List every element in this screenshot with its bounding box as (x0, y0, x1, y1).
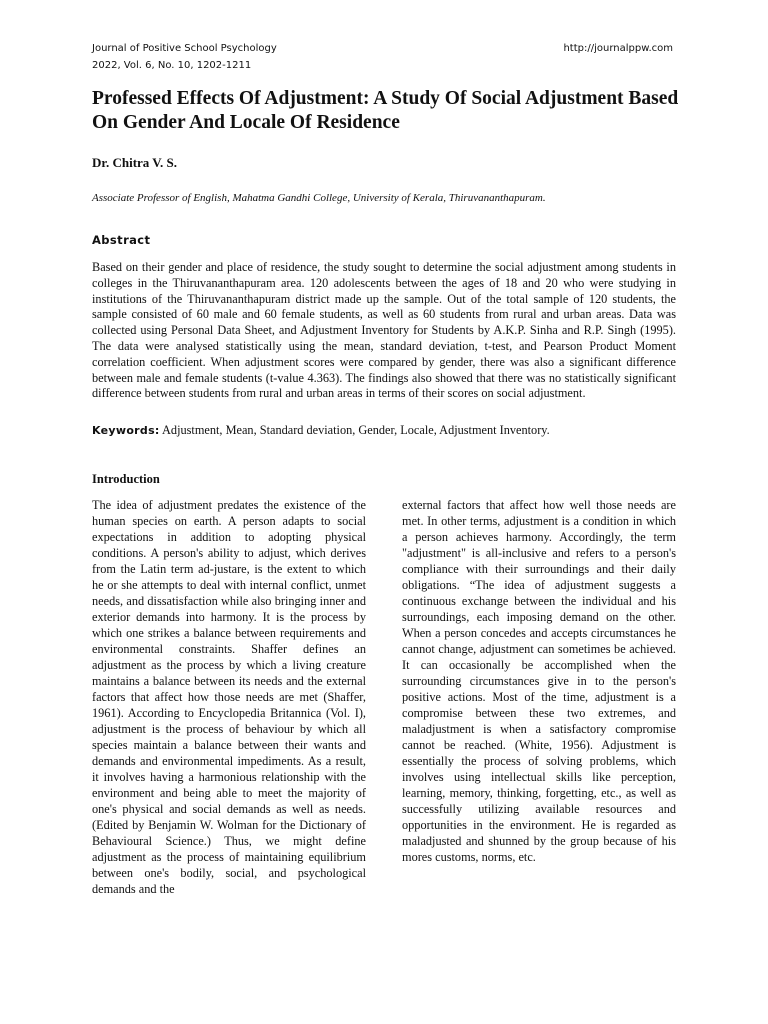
abstract-heading: Abstract (92, 233, 151, 247)
author-name: Dr. Chitra V. S. (92, 155, 178, 170)
keywords (92, 423, 676, 439)
author-affiliation: Associate Professor of English, Mahatma Gandhi College, University of Kerala, Thiruvananthapuram. (92, 192, 546, 204)
introduction-left-column: The idea of adjustment predates the existence of the human species on earth. A person adapts to social expectations in addition to adopting physical conditions. A person's ability to adjust, which derives from the Latin term ad-justare, is the extent to which he or she attempts to deal with internal conflict, unmet needs, and dissatisfaction while also bringing inner and exterior demands into harmony. It is the process by which one strikes a balance between requirements and environmental constraints. Shaffer defines an adjustment as the process by which a living creature maintains a balance between its needs and the external factors that affect how those needs are met (Shaffer, 1961). According to Encyclopedia Britannica (Vol. I), adjustment is the process of behaviour by which all species maintain a balance between their wants and demands and environmental impediments. As a result, it involves having a harmonious relationship with the environment and being able to meet the majority of one's physical and social demands as well as needs. (Edited by Benjamin W. Wolman for the Dictionary of Behavioural Science.) Thus, we might define adjustment as the process of maintaining equilibrium between one's bodily, social, and psychological demands and the (92, 498, 366, 896)
paper-title: Professed Effects Of Adjustment: A Study Of Social Adjustment Based On Gender And Locale Of Residence (92, 88, 679, 133)
keywords-text: Adjustment, Mean, Standard deviation, Gender, Locale, Adjustment Inventory. (162, 423, 550, 437)
introduction-right-column: external factors that affect how well those needs are met. In other terms, adjustment is a condition in which a person achieves harmony. Accordingly, the term "adjustment" is all-inclusive and refers to a person's compliance with their surroundings and their daily obligations. “The idea of adjustment suggests a continuous exchange between the individual and his surroundings, each imposing demand on the other. When a person concedes and accepts circumstances he cannot change, adjustment can sometimes be achieved. It can occasionally be accomplished when the surrounding circumstances give in to the person's positive actions. Most of the time, adjustment is a compromise between these two extremes, and maladjustment is when a satisfactory compromise cannot be reached. (White, 1956). Adjustment is essentially the process of solving problems, which involves using intellectual skills like perception, learning, memory, thinking, forgetting, etc., as well as successfully utilizing available resources and opportunities in the environment. He is regarded as maladjusted and shunned by the group because of his mores customs, norms, etc. (402, 498, 676, 864)
journal-name: Journal of Positive School Psychology (92, 43, 277, 54)
keywords-label: Keywords: (92, 424, 160, 437)
abstract-text: Based on their gender and place of residence, the study sought to determine the social adjustment among students in colleges in the Thiruvananthapuram area. 120 adolescents between the ages of 18 and 20 who were studying in institutions of the Thiruvananthapuram district made up the sample. Out of the total sample of 120 students, the sample consisted of 60 male and 60 female students, as well as 60 students from rural and urban areas. Data was collected using Personal Data Sheet, and Adjustment Inventory for Students by A.K.P. Sinha and R.P. Singh (1995). The data were analysed statistically using the mean, standard deviation, t-test, and Pearson Product Moment correlation coefficient. When adjustment scores were compared by gender, there was also a significant difference between male and female students (t-value 4.363). The findings also showed that there was no statistically significant difference between students from rural and urban areas in terms of their scores on social adjustment. (92, 260, 676, 401)
journal-url: http://journalppw.com (563, 43, 673, 54)
journal-issue: 2022, Vol. 6, No. 10, 1202-1211 (92, 60, 252, 71)
introduction-heading: Introduction (92, 472, 160, 486)
